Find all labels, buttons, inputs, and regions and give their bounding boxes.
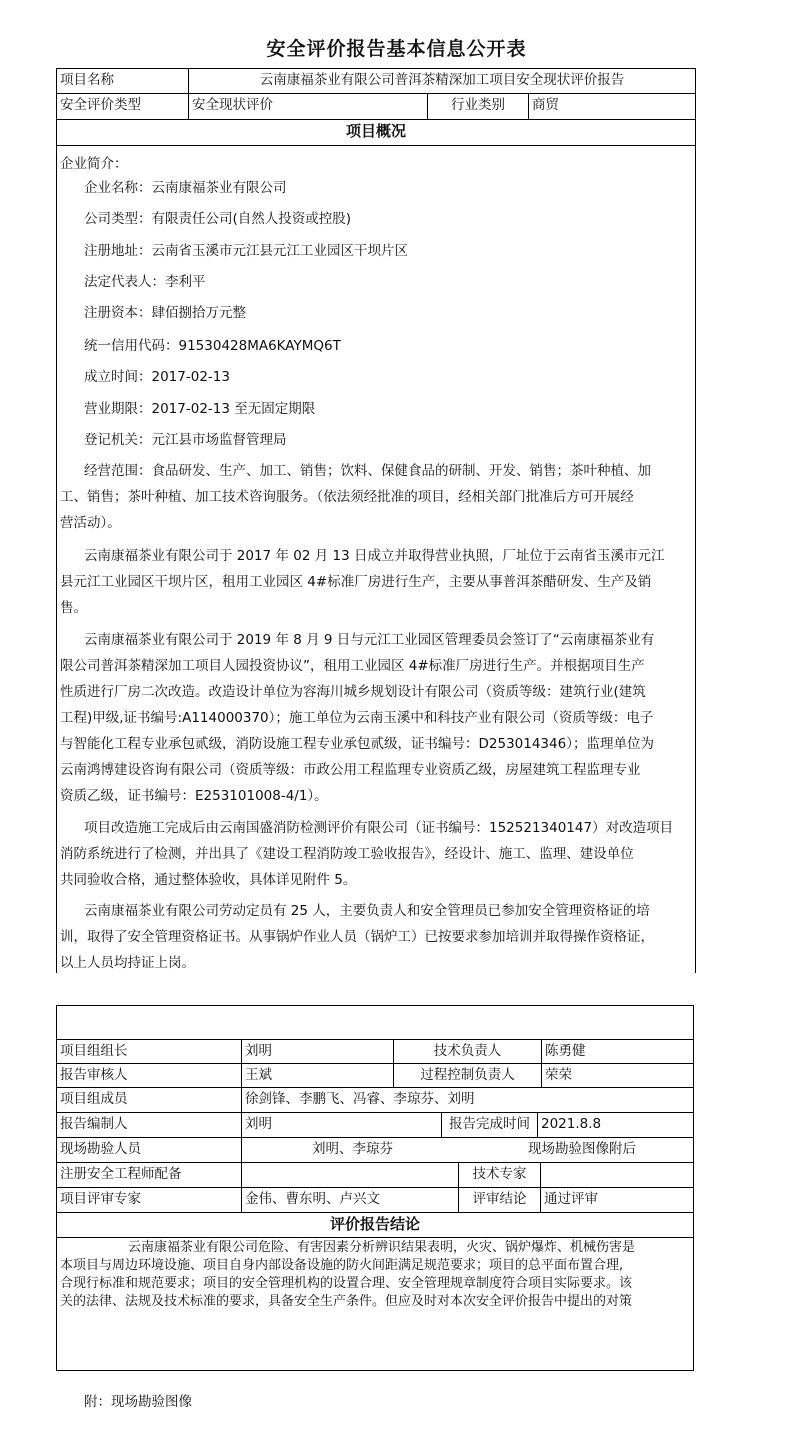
- engineer-label: 注册安全工程师配备: [56, 1162, 242, 1188]
- author-label: 报告编制人: [56, 1112, 242, 1138]
- scope-line: 经营范围：食品研发、生产、加工、销售；饮料、保健食品的研制、开发、销售；茶叶种植、加: [84, 463, 651, 479]
- process-ctrl-value: 荣荣: [541, 1063, 694, 1088]
- info-registrar: 登记机关：元江县市场监督管理局: [84, 432, 287, 448]
- reviewer-label: 报告审核人: [56, 1063, 242, 1088]
- finish-time-value: 2021.8.8: [537, 1112, 694, 1138]
- tech-expert-value: [540, 1162, 694, 1188]
- conclusion-line: 关的法律、法规及技术标准的要求，具备安全生产条件。但应及时对本次安全评价报告中提出的对策: [60, 1294, 633, 1309]
- leader-label: 项目组组长: [56, 1039, 242, 1064]
- tech-expert-label: 技术专家: [458, 1162, 541, 1188]
- para3-line: 共同验收合格，通过整体验收，具体详见附件 5。: [60, 872, 357, 888]
- members-label: 项目组成员: [56, 1087, 242, 1113]
- conclusion-line: 本项目与周边环境设施、项目自身内部设备设施的防火间距满足规范要求；项目的总平面布置合理,: [60, 1258, 624, 1273]
- overview-heading: 项目概况: [56, 119, 696, 146]
- para3-line: 项目改造施工完成后由云南国盛消防检测评价有限公司（证书编号：152521340147）对改造项目: [84, 820, 674, 836]
- para2-line: 云南康福茶业有限公司于 2019 年 8 月 9 日与元江工业园区管理委员会签订了“云南康福茶业有: [84, 632, 655, 648]
- para4-line: 云南康福茶业有限公司劳动定员有 25 人，主要负责人和安全管理员已参加安全管理资格证的培: [84, 903, 650, 919]
- survey-note: 现场勘验图像附后: [528, 1141, 636, 1157]
- page-title: 安全评价报告基本信息公开表: [266, 38, 527, 60]
- scope-line: 营活动）。: [60, 515, 121, 531]
- tech-lead-value: 陈勇健: [541, 1039, 694, 1064]
- para2-line: 限公司普洱茶精深加工项目人园投资协议”，租用工业园区 4#标准厂房进行生产。并根据项目生产: [60, 658, 645, 674]
- survey-label: 现场勘验人员: [56, 1137, 242, 1163]
- para4-line: 以上人员均持证上岗。: [60, 955, 195, 971]
- para2-line: 资质乙级，证书编号：E253101008-4/1）。: [60, 788, 328, 804]
- survey-value-frame: [241, 1137, 694, 1163]
- info-company-name: 企业名称：云南康福茶业有限公司: [84, 180, 287, 196]
- conclusion-line: 合现行标准和规范要求；项目的安全管理机构的设置合理、安全管理规章制度符合项目实际要求。该: [60, 1276, 633, 1291]
- para2-line: 工程)甲级,证书编号:A114000370）；施工单位为云南玉溪中和科技产业有限公司（资质等级：电子: [60, 710, 654, 726]
- tech-lead-label: 技术负责人: [393, 1039, 542, 1064]
- info-credit-code: 统一信用代码：91530428MA6KAYMQ6T: [84, 338, 341, 354]
- conclusion-line: 云南康福茶业有限公司危险、有害因素分析辨识结果表明，火灾、锅炉爆炸、机械伤害是: [128, 1240, 636, 1255]
- appendix-note: 附：现场勘验图像: [84, 1394, 192, 1410]
- blank-row: [56, 1005, 694, 1040]
- survey-value: 刘明、李琼芬: [312, 1141, 393, 1157]
- finish-time-label: 报告完成时间: [441, 1112, 538, 1138]
- info-term: 营业期限：2017-02-13 至无固定期限: [84, 401, 316, 417]
- experts-value: 金伟、曹东明、卢兴文: [241, 1187, 459, 1213]
- industry-label: 行业类别: [427, 93, 529, 120]
- project-name-label: 项目名称: [56, 68, 189, 94]
- engineer-value: [241, 1162, 459, 1188]
- intro-label: 企业简介：: [60, 156, 128, 172]
- conclusion-label: 评审结论: [458, 1187, 541, 1213]
- eval-type-label: 安全评价类型: [56, 93, 189, 120]
- experts-label: 项目评审专家: [56, 1187, 242, 1213]
- leader-value: 刘明: [241, 1039, 394, 1064]
- conclusion-value: 通过评审: [540, 1187, 694, 1213]
- project-name-value: 云南康福茶业有限公司普洱茶精深加工项目安全现状评价报告: [188, 68, 696, 94]
- info-founded: 成立时间：2017-02-13: [84, 369, 230, 385]
- author-value: 刘明: [241, 1112, 442, 1138]
- info-legal-rep: 法定代表人：李利平: [84, 274, 206, 290]
- industry-value: 商贸: [528, 93, 696, 120]
- para1-line: 云南康福茶业有限公司于 2017 年 02 月 13 日成立并取得营业执照，厂址位于云南省玉溪市元江: [84, 548, 665, 564]
- para2-line: 与智能化工程专业承包贰级，消防设施工程专业承包贰级，证书编号：D253014346）；监理单位为: [60, 736, 654, 752]
- para1-line: 售。: [60, 600, 87, 616]
- para2-line: 云南鸿博建设咨询有限公司（资质等级：市政公用工程监理专业资质乙级，房屋建筑工程监理专业: [60, 762, 641, 778]
- para3-line: 消防系统进行了检测，并出具了《建设工程消防竣工验收报告》，经设计、施工、监理、建设单位: [60, 846, 634, 862]
- eval-type-value: 安全现状评价: [188, 93, 428, 120]
- para2-line: 性质进行厂房二次改造。改造设计单位为容海川城乡规划设计有限公司（资质等级：建筑行业(建筑: [60, 684, 646, 700]
- info-address: 注册地址：云南省玉溪市元江县元江工业园区干坝片区: [84, 243, 408, 259]
- info-capital: 注册资本：肆佰捌拾万元整: [84, 305, 246, 321]
- process-ctrl-label: 过程控制负责人: [393, 1063, 542, 1088]
- para1-line: 县元江工业园区干坝片区，租用工业园区 4#标准厂房进行生产，主要从事普洱茶醋研发、生产及销: [60, 574, 652, 590]
- conclusion-text: [60, 1239, 693, 1369]
- conclusion-heading: 评价报告结论: [56, 1212, 694, 1238]
- info-company-type: 公司类型：有限责任公司(自然人投资或控股): [84, 211, 352, 227]
- members-value: 徐剑锋、李鹏飞、冯睿、李琼芬、刘明: [241, 1087, 694, 1113]
- scope-line: 工、销售；茶叶种植、加工技术咨询服务。（依法须经批准的项目，经相关部门批准后方可开展经: [60, 489, 634, 505]
- para4-line: 训，取得了安全管理资格证书。从事锅炉作业人员（锅炉工）已按要求参加培训并取得操作资格证，: [60, 929, 654, 945]
- reviewer-value: 王斌: [241, 1063, 394, 1088]
